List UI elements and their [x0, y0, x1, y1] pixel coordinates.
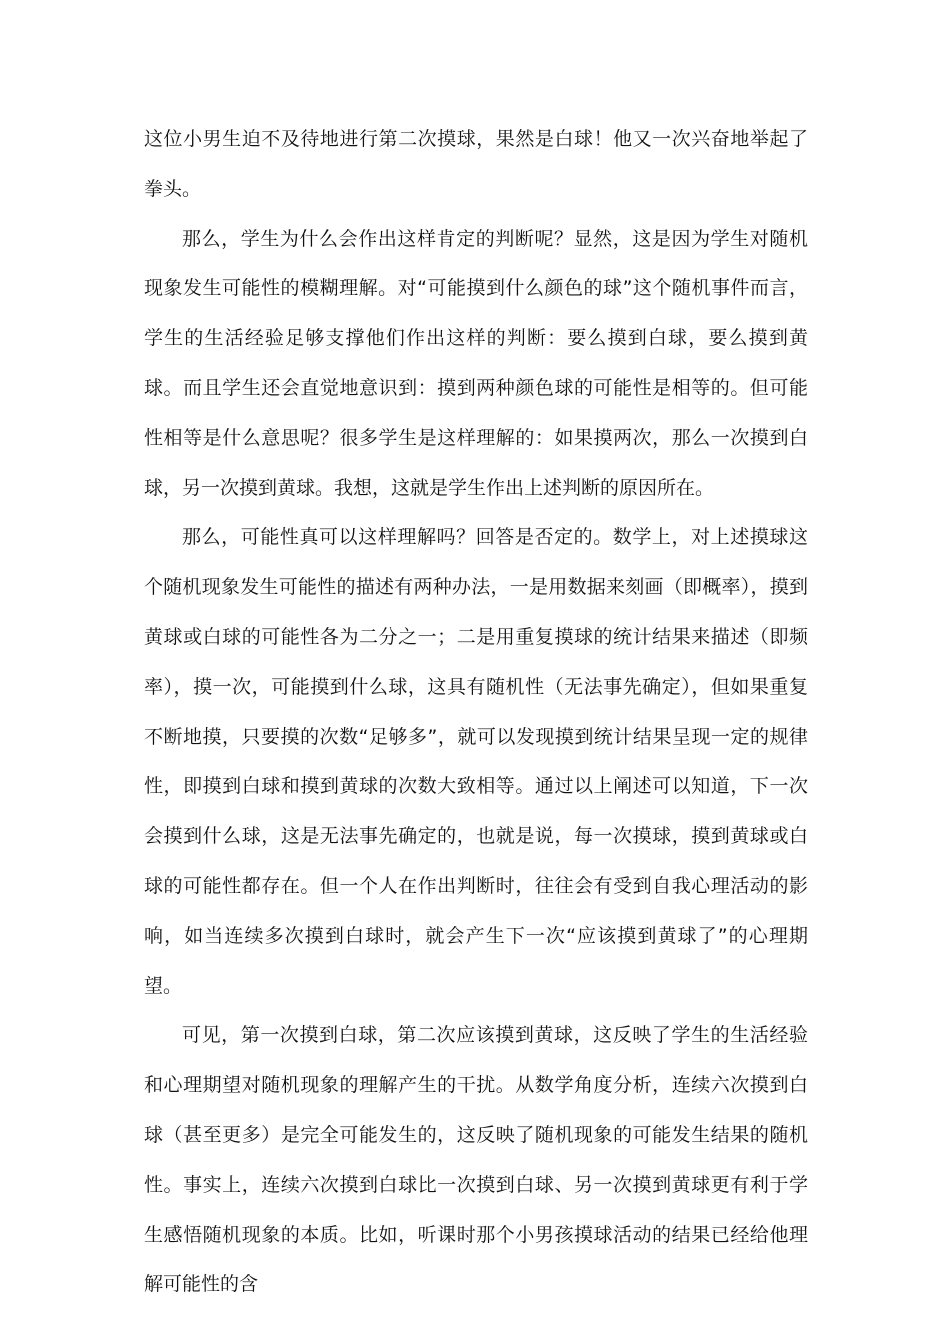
paragraph-continuation: 这位小男生迫不及待地进行第二次摸球，果然是白球！他又一次兴奋地举起了拳头。 — [144, 128, 808, 200]
paragraph-student-judgment: 那么，学生为什么会作出这样肯定的判断呢？显然，这是因为学生对随机现象发生可能性的模糊理解。对“可能摸到什么颜色的球”这个随机事件而言，学生的生活经验足够支撑他们作出这样的判断：要么摸到白球，要么摸到黄球。而且学生还会直觉地意识到：摸到两种颜色球的可能性是相等的。但可能性相等是什么意思呢？很多学生是这样理解的：如果摸两次，那么一次摸到白球，另一次摸到黄球。我想，这就是学生作出上述判断的原因所在。 — [144, 227, 808, 499]
paragraph-probability-explanation: 那么，可能性真可以这样理解吗？回答是否定的。数学上，对上述摸球这个随机现象发生可能性的描述有两种办法，一是用数据来刻画（即概率），摸到黄球或白球的可能性各为二分之一；二是用重复摸球的统计结果来描述（即频率），摸一次，可能摸到什么球，这具有随机性（无法事先确定），但如果重复不断地摸，只要摸的次数“足够多”，就可以发现摸到统计结果呈现一定的规律性，即摸到白球和摸到黄球的次数大致相等。通过以上阐述可以知道，下一次会摸到什么球，这是无法事先确定的，也就是说，每一次摸球，摸到黄球或白球的可能性都存在。但一个人在作出判断时，往往会有受到自我心理活动的影响，如当连续多次摸到白球时，就会产生下一次“应该摸到黄球了”的心理期望。 — [144, 526, 808, 997]
paragraph-conclusion: 可见，第一次摸到白球，第二次应该摸到黄球，这反映了学生的生活经验和心理期望对随机现象的理解产生的干扰。从数学角度分析，连续六次摸到白球（甚至更多）是完全可能发生的，这反映了随机现象的可能发生结果的随机性。事实上，连续六次摸到白球比一次摸到白球、另一次摸到黄球更有利于学生感悟随机现象的本质。比如，听课时那个小男孩摸球活动的结果已经给他理解可能性的含 — [144, 1024, 808, 1296]
document-body — [144, 115, 808, 1310]
